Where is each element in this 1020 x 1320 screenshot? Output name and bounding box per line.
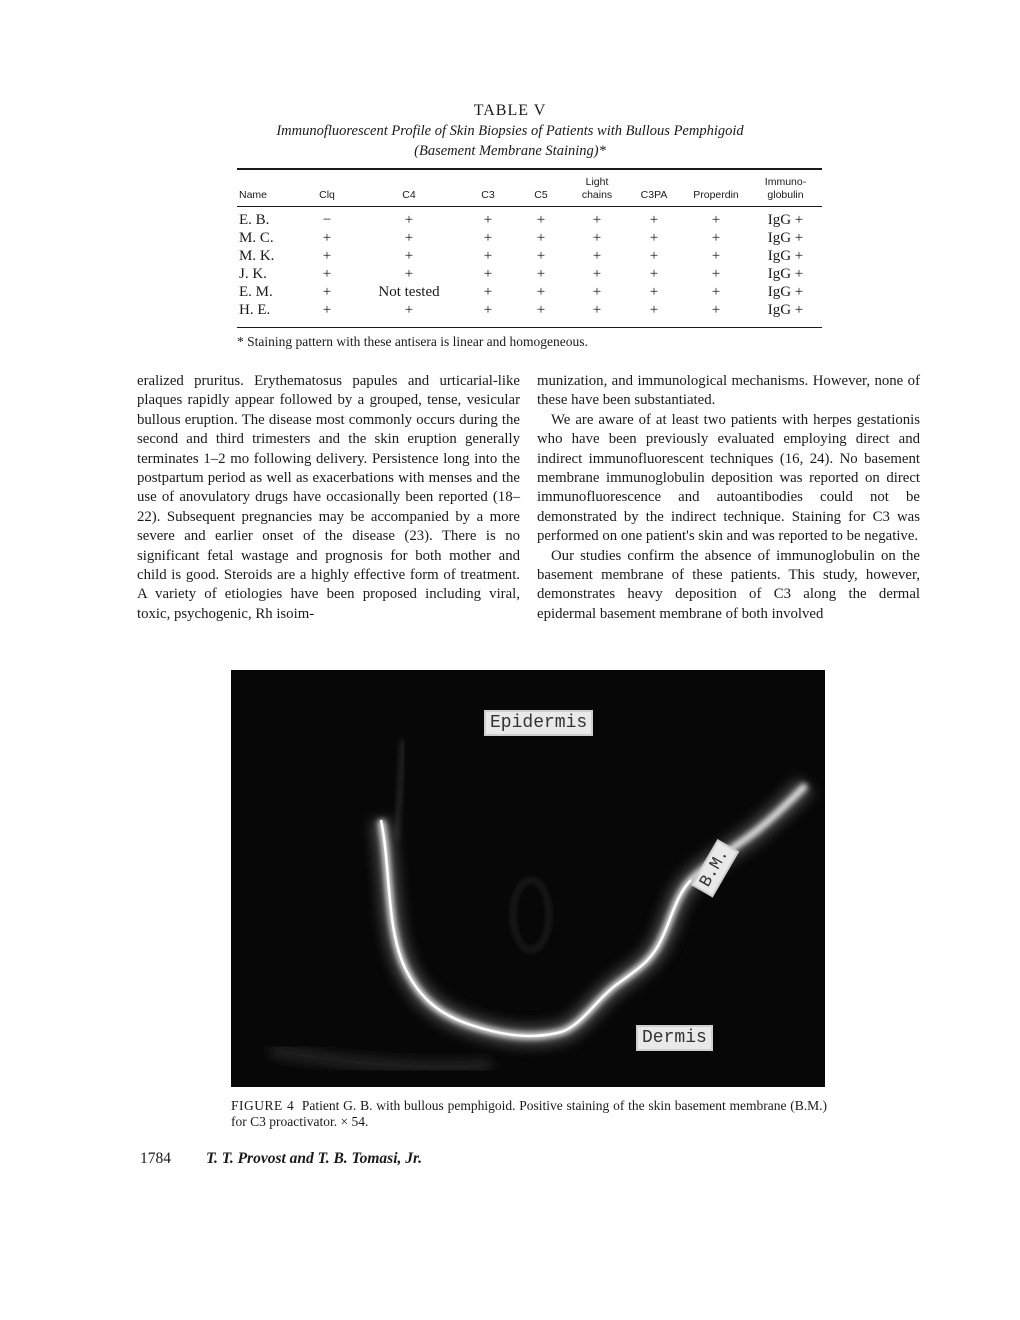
table-footnote: * Staining pattern with these antisera is linear and homogeneous.: [237, 334, 588, 349]
table-row: [237, 247, 822, 265]
cell-clq: +: [322, 266, 332, 282]
cell-properdin: +: [711, 302, 721, 318]
cell-light-chains: +: [592, 284, 602, 300]
cell-light-chains: +: [592, 302, 602, 318]
cell-c3: +: [483, 212, 493, 228]
cell-clq: +: [322, 248, 332, 264]
cell-light-chains: +: [592, 266, 602, 282]
cell-immunoglobulin: IgG +: [767, 230, 804, 246]
cell-name: M. K.: [239, 248, 275, 264]
col-header-light-chains: Light chains: [569, 169, 625, 207]
table-heading: [0, 102, 1020, 160]
table-caption-line1: Immunofluorescent Profile of Skin Biopsies of Patients with Bullous Pemphigoid: [276, 123, 744, 139]
cell-name: J. K.: [239, 266, 267, 282]
cell-properdin: +: [711, 284, 721, 300]
cell-light-chains: +: [592, 212, 602, 228]
paragraph: munization, and immunological mechanisms. However, none of these have been substantiated.: [537, 373, 920, 409]
cell-c3pa: +: [649, 302, 659, 318]
label-dermis: Dermis: [636, 1025, 713, 1051]
cell-c3pa: +: [649, 266, 659, 282]
cell-immunoglobulin: IgG +: [767, 284, 804, 300]
table-row: [237, 301, 822, 328]
cell-c5: +: [536, 248, 546, 264]
cell-c5: +: [536, 230, 546, 246]
cell-clq: −: [322, 212, 332, 228]
cell-c5: +: [536, 266, 546, 282]
cell-immunoglobulin: IgG +: [767, 266, 804, 282]
table-row: [237, 265, 822, 283]
cell-c5: +: [536, 302, 546, 318]
col-header-c4: C4: [355, 169, 463, 207]
cell-light-chains: +: [592, 230, 602, 246]
table-row: [237, 229, 822, 247]
paragraph: eralized pruritus. Erythematosus papules and urticarial-like plaques rapidly appear followed by a grouped, tense, vesicular bullous eruption. The disease most commonly occurs during the second and third trimesters and the skin eruption generally terminates 1–2 mo following delivery. Persistence long into the postpartum period as well as exacerbations with menses and the use of anovulatory drugs have occasionally been reported (18–22). Subsequent pregnancies may be accompanied by a more severe and earlier onset of the disease (23). There is no significant fetal wastage and prognosis for both mother and child is good. Steroids are a highly effective form of treatment. A variety of etiologies have been proposed including viral, toxic, psychogenic, Rh isoim-: [137, 373, 520, 622]
cell-c4: Not tested: [378, 284, 440, 300]
cell-properdin: +: [711, 230, 721, 246]
cell-immunoglobulin: IgG +: [767, 302, 804, 318]
paragraph: We are aware of at least two patients with herpes gestationis who have been previously evaluated employing direct and indirect immunofluorescent techniques (16, 24). No basement membrane immunoglobulin deposition was reported on direct immunofluorescence and autoantibodies could not be demonstrated by the indirect technique. Staining for C3 was performed on one patient's skin and was reported to be negative.: [537, 411, 920, 545]
table-header-row: [237, 169, 822, 207]
label-epidermis: Epidermis: [484, 710, 593, 736]
figure-caption: [231, 1098, 827, 1130]
cell-c3pa: +: [649, 230, 659, 246]
paragraph: Our studies confirm the absence of immunoglobulin on the basement membrane of these patients. This study, however, demonstrates heavy deposition of C3 along the dermal epidermal basement membrane of both involved: [537, 547, 920, 622]
cell-c3pa: +: [649, 212, 659, 228]
cell-c5: +: [536, 212, 546, 228]
page-number: 1784: [140, 1150, 171, 1167]
table-row: [237, 283, 822, 301]
col-header-c3pa: C3PA: [625, 169, 683, 207]
micrograph-figure: [231, 670, 825, 1087]
cell-clq: +: [322, 302, 332, 318]
cell-c5: +: [536, 284, 546, 300]
results-table: [237, 168, 822, 328]
page-footer: [140, 1150, 423, 1168]
cell-properdin: +: [711, 266, 721, 282]
cell-clq: +: [322, 230, 332, 246]
cell-c4: +: [404, 212, 414, 228]
cell-c4: +: [404, 302, 414, 318]
cell-name: H. E.: [239, 302, 271, 318]
col-header-name: Name: [237, 169, 299, 207]
figure-caption-text: Patient G. B. with bullous pemphigoid. Positive staining of the skin basement membrane (B.M.) for C3 proactivator. × 54.: [231, 1098, 827, 1129]
col-header-properdin: Properdin: [683, 169, 749, 207]
cell-c4: +: [404, 230, 414, 246]
cell-immunoglobulin: IgG +: [767, 248, 804, 264]
cell-name: E. M.: [239, 284, 273, 300]
body-column-left: [137, 372, 520, 624]
cell-c3: +: [483, 230, 493, 246]
label-basement-membrane: B.M.: [691, 839, 739, 897]
table-caption-line2: (Basement Membrane Staining)*: [414, 143, 606, 159]
cell-c4: +: [404, 248, 414, 264]
table-label: TABLE V: [473, 102, 547, 119]
col-header-c5: C5: [513, 169, 569, 207]
cell-c4: +: [404, 266, 414, 282]
cell-name: M. C.: [239, 230, 274, 246]
cell-c3pa: +: [649, 284, 659, 300]
col-header-clq: Clq: [299, 169, 355, 207]
cell-c3: +: [483, 248, 493, 264]
cell-properdin: +: [711, 212, 721, 228]
cell-clq: +: [322, 284, 332, 300]
cell-c3pa: +: [649, 248, 659, 264]
cell-name: E. B.: [239, 212, 270, 228]
cell-light-chains: +: [592, 248, 602, 264]
cell-immunoglobulin: IgG +: [767, 212, 804, 228]
figure-label: FIGURE 4: [231, 1098, 295, 1113]
col-header-c3: C3: [463, 169, 513, 207]
col-header-immunoglobulin: Immuno- globulin: [749, 169, 822, 207]
cell-c3: +: [483, 266, 493, 282]
cell-c3: +: [483, 302, 493, 318]
body-column-right: [537, 372, 920, 624]
table-row: [237, 207, 822, 230]
cell-c3: +: [483, 284, 493, 300]
running-authors: T. T. Provost and T. B. Tomasi, Jr.: [206, 1150, 423, 1167]
cell-properdin: +: [711, 248, 721, 264]
